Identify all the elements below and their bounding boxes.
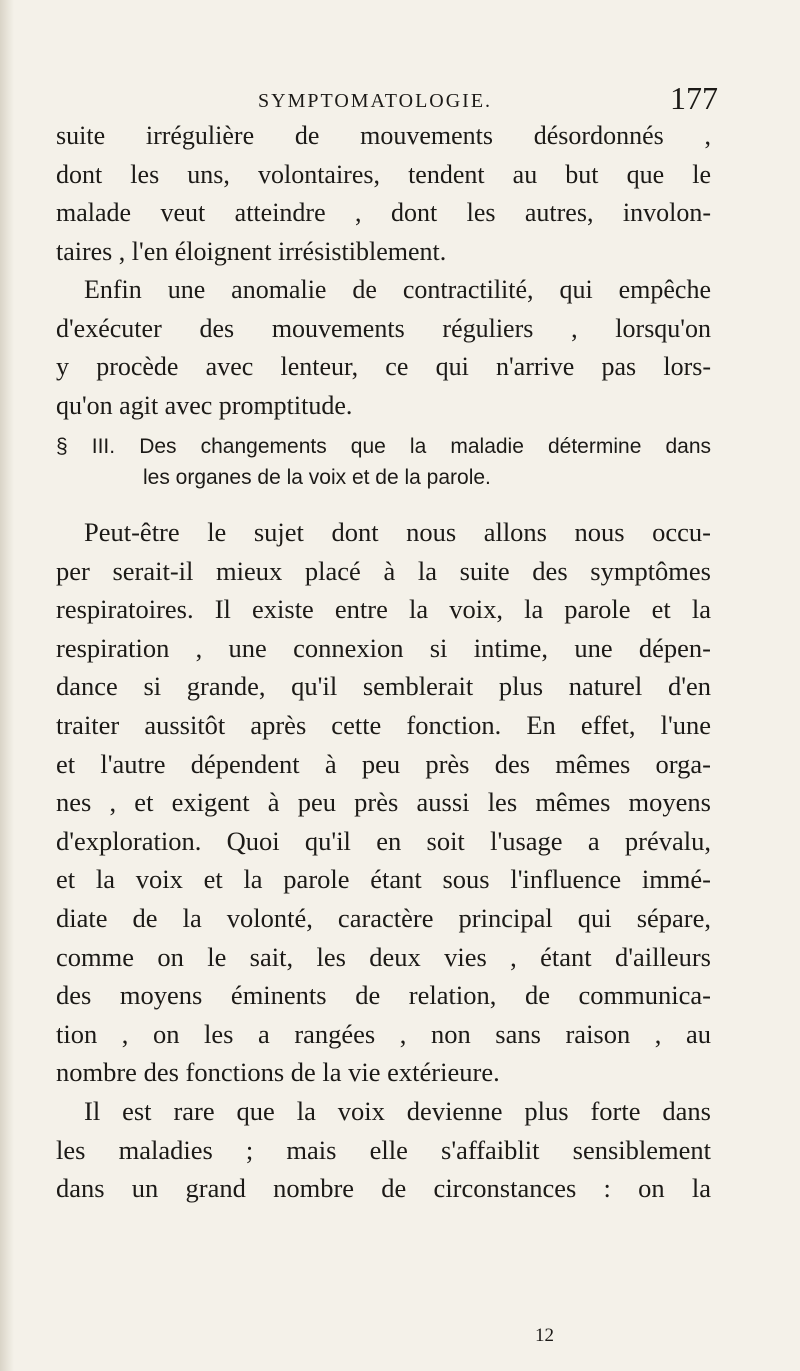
- section-heading: [56, 431, 711, 493]
- section-spacer: [56, 493, 711, 513]
- text-line: suite irrégulière de mouvements désordonnés ,: [56, 121, 711, 150]
- text-line: taires , l'en éloignent irrésistiblement.: [56, 236, 447, 266]
- text-line: des moyens éminents de relation, de communica-: [56, 980, 711, 1011]
- text-line: nombre des fonctions de la vie extérieure.: [56, 1057, 500, 1088]
- text-line: per serait-il mieux placé à la suite des symptômes: [56, 555, 711, 586]
- text-line: dont les uns, volontaires, tendent au but que le: [56, 159, 711, 189]
- text-line: d'exploration. Quoi qu'il en soit l'usage a prévalu,: [56, 825, 711, 856]
- text-line: malade veut atteindre , dont les autres, involon-: [56, 198, 711, 227]
- running-title: SYMPTOMATOLOGIE.: [258, 90, 493, 112]
- text-line: respiration , une connexion si intime, une dépen-: [56, 632, 711, 663]
- section-heading-line-2: les organes de la voix et de la parole.: [143, 466, 491, 489]
- page-header: [258, 80, 718, 120]
- paragraph-4: [56, 1092, 711, 1208]
- text-line: comme on le sait, les deux vies , étant d'ailleurs: [56, 941, 711, 972]
- body-text: [56, 117, 711, 1208]
- text-line: d'exécuter des mouvements réguliers , lorsqu'on: [56, 313, 711, 343]
- text-line: Peut-être le sujet dont nous allons nous occu-: [84, 517, 711, 547]
- text-line: dans un grand nombre de circonstances : on la: [56, 1173, 711, 1204]
- text-line: les maladies ; mais elle s'affaiblit sensiblement: [56, 1134, 711, 1165]
- text-line: tion , on les a rangées , non sans raison , au: [56, 1018, 711, 1049]
- text-line: Il est rare que la voix devienne plus forte dans: [84, 1095, 711, 1126]
- paragraph-2: [56, 271, 711, 425]
- paragraph-3: [56, 513, 711, 1092]
- section-heading-line-1: § III. Des changements que la maladie détermine dans: [56, 435, 711, 458]
- text-line: et l'autre dépendent à peu près des mêmes orga-: [56, 748, 711, 779]
- text-line: diate de la volonté, caractère principal qui sépare,: [56, 902, 711, 933]
- text-line: Enfin une anomalie de contractilité, qui empêche: [84, 275, 711, 304]
- text-line: y procède avec lenteur, ce qui n'arrive pas lors-: [56, 352, 711, 381]
- text-line: traiter aussitôt après cette fonction. En effet, l'une: [56, 709, 711, 740]
- text-line: dance si grande, qu'il semblerait plus naturel d'en: [56, 671, 711, 702]
- page-gutter-shadow: [0, 0, 14, 1371]
- paragraph-1: [56, 117, 711, 271]
- text-line: nes , et exigent à peu près aussi les mêmes moyens: [56, 787, 711, 818]
- page-number: 177: [670, 80, 718, 116]
- text-line: respiratoires. Il existe entre la voix, la parole et la: [56, 594, 711, 625]
- text-line: et la voix et la parole étant sous l'influence immé-: [56, 864, 711, 895]
- printer-signature-mark: 12: [535, 1325, 554, 1346]
- text-line: qu'on agit avec promptitude.: [56, 390, 353, 420]
